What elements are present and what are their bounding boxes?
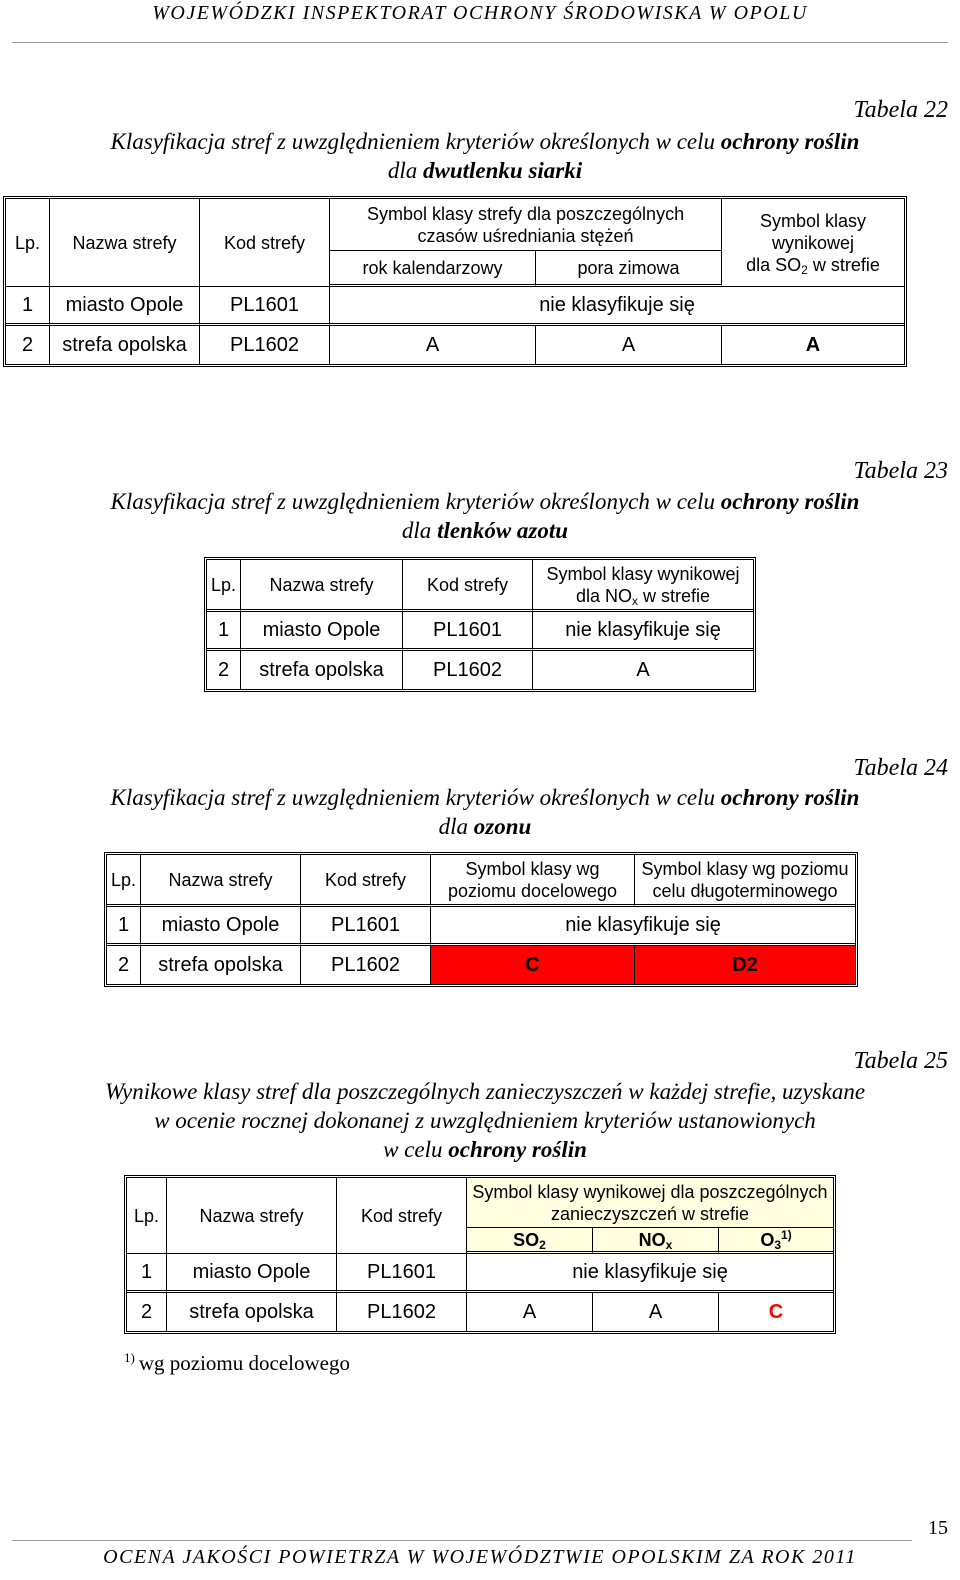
cell-wynik: A [636,659,650,681]
cell-dlugoterminowy-highlighted: D2 [635,946,855,984]
cell-kod: PL1602 [403,651,533,689]
header-lp: Lp. [6,199,50,287]
table-23 [204,557,756,692]
header-group-zanieczyszczenia: Symbol klasy wynikowej dla poszczególnych zanieczyszczeń w strefie [467,1178,833,1228]
cell-so2: A [467,1293,593,1331]
footer-rule [12,1540,912,1541]
cell-kod: PL1602 [200,326,330,364]
table-22 [3,196,907,367]
header-rule [12,42,948,43]
table-25-label: Tabela 25 [853,1048,948,1074]
table-row [107,946,855,984]
cell-nazwa: miasto Opole [241,612,403,651]
header-nazwa-strefy: Nazwa strefy [241,560,403,612]
table-row [107,907,855,946]
table-row [207,612,753,651]
header-symbol-wynikowej: Symbol klasy wynikowej dla $NO_x$ w strefie [533,560,753,612]
header-nazwa-strefy: Nazwa strefy [167,1178,337,1254]
header-nazwa-strefy: Nazwa strefy [50,199,200,287]
cell-nie-klasyfikuje: nie klasyfikuje się [533,612,753,651]
cell-nazwa: strefa opolska [50,326,200,364]
cell-zima: A [536,326,722,364]
cell-lp: 2 [207,651,241,689]
table-23-caption: Klasyfikacja stref z uwzględnieniem kryteriów określonych w celu ochrony roślin dla tlenków azotu [110,489,860,543]
cell-lp: 2 [127,1293,167,1331]
table-row [127,1254,833,1293]
header-o3: $O_3^{1)}$ [719,1228,833,1254]
running-foot: OCENA JAKOŚCI POWIETRZA W WOJEWÓDZTWIE OPOLSKIM ZA ROK 2011 [103,1546,857,1568]
cell-nazwa: strefa opolska [141,946,301,984]
table-23-label: Tabela 23 [853,458,948,484]
cell-nazwa: miasto Opole [141,907,301,946]
header-lp: Lp. [207,560,241,612]
cell-nazwa: miasto Opole [50,287,200,326]
table-24-label: Tabela 24 [853,755,948,781]
header-kod-strefy: Kod strefy [200,199,330,287]
footnote [124,1350,350,1376]
cell-kod: PL1602 [301,946,431,984]
cell-wynik: A [805,334,821,356]
header-symbol-wynikowej: Symbol klasy wynikowej dla $SO_2$ w strefie [722,199,904,287]
cell-kod: PL1601 [337,1254,467,1293]
header-rok-kalendarzowy: rok kalendarzowy [330,251,536,287]
header-kod-strefy: Kod strefy [403,560,533,612]
running-head: WOJEWÓDZKI INSPEKTORAT OCHRONY ŚRODOWISKA W OPOLU [152,2,808,24]
cell-rok: A [330,326,536,364]
table-22-label: Tabela 22 [853,97,948,123]
table-row [6,326,904,364]
header-pora-zimowa: pora zimowa [536,251,722,287]
table-24 [104,852,858,987]
header-cel-dlugoterminowy: Symbol klasy wg poziomu celu długoterminowego [635,855,855,907]
table-25 [124,1175,836,1334]
cell-lp: 1 [107,907,141,946]
cell-nox: A [593,1293,719,1331]
header-group-czasy: Symbol klasy strefy dla poszczególnych czasów uśredniania stężeń [330,199,722,251]
header-so2: $SO_2$ [467,1228,593,1254]
table-row [207,651,753,689]
cell-nazwa: miasto Opole [167,1254,337,1293]
cell-o3-highlighted: C [768,1301,784,1323]
cell-lp: 1 [127,1254,167,1293]
table-25-caption: Wynikowe klasy stref dla poszczególnych zanieczyszczeń w każdej strefie, uzyskane w ocenie rocznej dokonanej z uwzględnieniem kryteriów ustanowionych w celu ochrony roślin [104,1079,866,1162]
cell-nie-klasyfikuje: nie klasyfikuje się [467,1254,833,1293]
cell-lp: 1 [207,612,241,651]
cell-kod: PL1602 [337,1293,467,1331]
table-22-caption: Klasyfikacja stref z uwzględnieniem kryteriów określonych w celu ochrony roślin dla dwutlenku siarki [110,129,860,183]
table-row [6,287,904,326]
cell-kod: PL1601 [200,287,330,326]
cell-kod: PL1601 [403,612,533,651]
cell-nazwa: strefa opolska [241,651,403,689]
header-nox: $NO_x$ [593,1228,719,1254]
cell-lp: 2 [107,946,141,984]
footnote-text: wg poziomu docelowego [138,1351,350,1375]
page-number: 15 [928,1517,948,1539]
header-kod-strefy: Kod strefy [301,855,431,907]
table-24-caption: Klasyfikacja stref z uwzględnieniem kryteriów określonych w celu ochrony roślin dla ozonu [110,785,860,839]
header-kod-strefy: Kod strefy [337,1178,467,1254]
cell-kod: PL1601 [301,907,431,946]
header-nazwa-strefy: Nazwa strefy [141,855,301,907]
header-lp: Lp. [107,855,141,907]
cell-lp: 2 [6,326,50,364]
header-lp: Lp. [127,1178,167,1254]
cell-nie-klasyfikuje: nie klasyfikuje się [330,287,904,326]
cell-nie-klasyfikuje: nie klasyfikuje się [431,907,855,946]
footnote-mark: 1) [124,1350,135,1365]
cell-docelowy-highlighted: C [431,946,635,984]
cell-nazwa: strefa opolska [167,1293,337,1331]
cell-lp: 1 [6,287,50,326]
header-poziom-docelowy: Symbol klasy wg poziomu docelowego [431,855,635,907]
table-row [127,1293,833,1331]
